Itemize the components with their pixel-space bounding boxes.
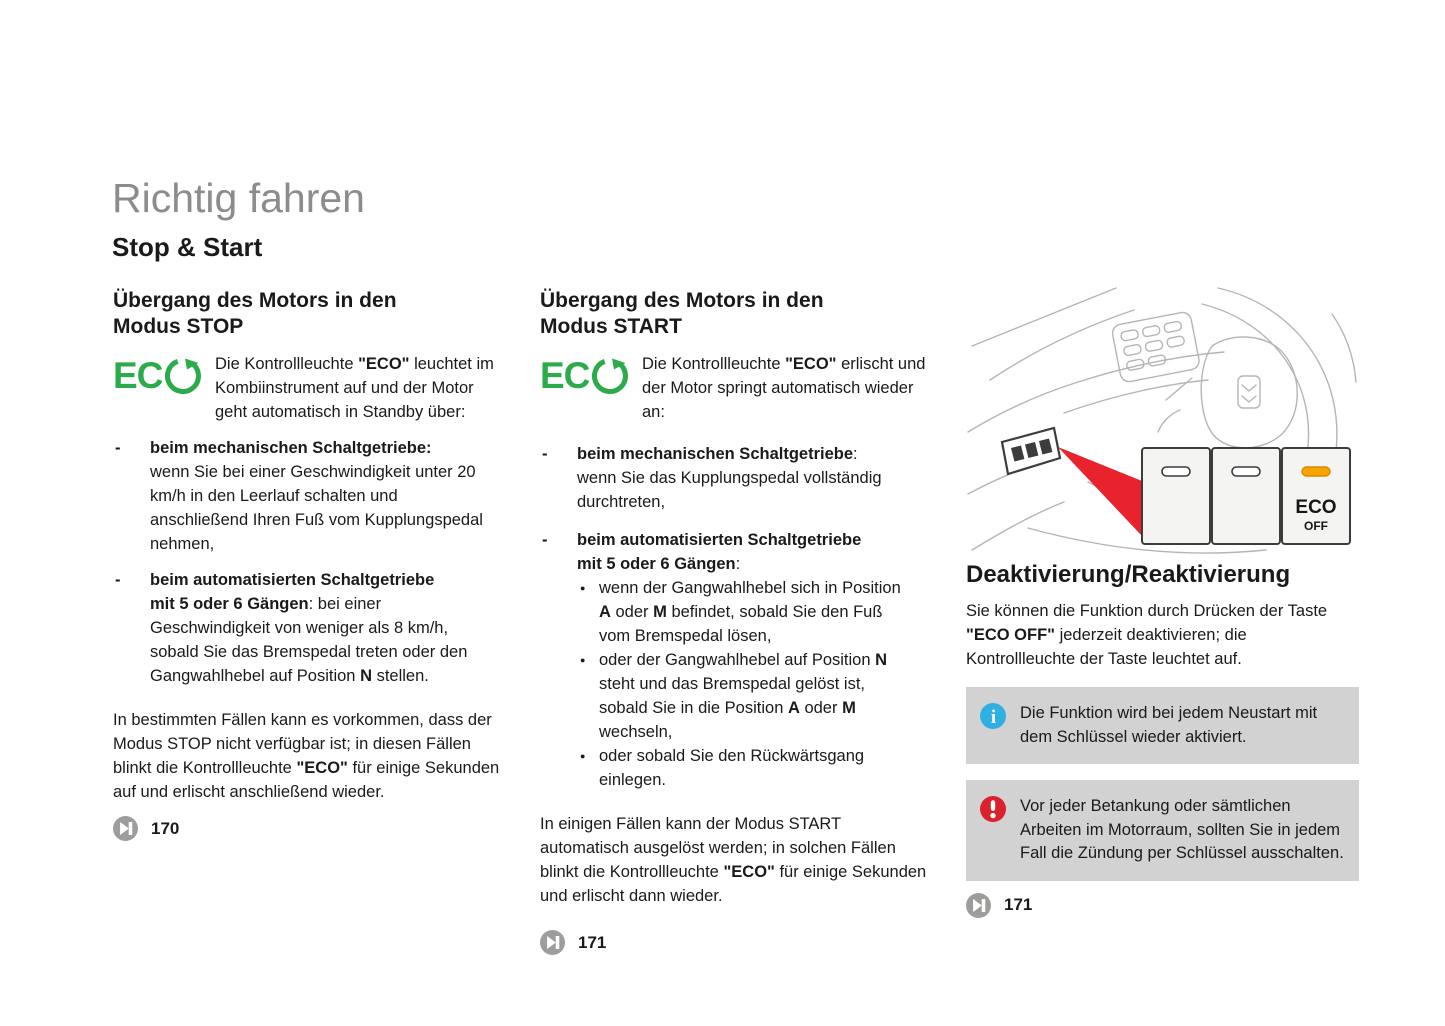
- list-item: [540, 528, 934, 792]
- bullet-marker: ●: [580, 655, 586, 665]
- list-item-text: beim mechanischen Schaltgetriebe: wenn Sie bei einer Geschwindigkeit unter 20 km/h in den Leerlauf schalten und anschließend Ihren Fuß vom Kupplungspedal nehmen,: [150, 439, 483, 553]
- page-ref-number: 171: [578, 932, 607, 952]
- deactivation-heading: Deaktivierung/Reaktivierung: [966, 561, 1291, 588]
- info-icon: [980, 703, 1006, 729]
- list-item-text: beim mechanischen Schaltgetriebe: wenn Sie das Kupplungspedal vollständig durchtreten,: [577, 445, 882, 511]
- bullet-item: [577, 576, 910, 648]
- list-item: [113, 436, 509, 556]
- page-ref-icon: [966, 893, 991, 918]
- section-heading-stop: [113, 288, 509, 340]
- heading-line: Übergang des Motors in den: [113, 289, 397, 312]
- page-reference: [540, 930, 934, 955]
- led-slot: [1232, 467, 1260, 476]
- bullet-item: [577, 648, 910, 744]
- dashboard-illustration: [966, 282, 1359, 554]
- bullet-marker: ●: [580, 751, 586, 761]
- heading-line: Übergang des Motors in den: [540, 289, 824, 312]
- info-box-text: Die Funktion wird bei jedem Neustart mit dem Schlüssel wieder aktiviert.: [1020, 704, 1318, 746]
- eco-off-button-sublabel: OFF: [1304, 519, 1328, 533]
- page-ref-number: 170: [151, 818, 180, 838]
- warning-box: [966, 780, 1359, 881]
- page-reference: [966, 893, 1359, 918]
- heading-line: Modus START: [540, 315, 682, 338]
- led-slot: [1162, 467, 1190, 476]
- warning-icon: [980, 796, 1006, 822]
- eco-off-button-label: ECO: [1295, 497, 1337, 518]
- deactivation-text: Sie können die Funktion durch Drücken der Taste "ECO OFF" jederzeit deaktivieren; die Kontrollleuchte der Taste leuchtet auf.: [966, 602, 1328, 668]
- page-reference: [113, 816, 509, 841]
- page-ref-icon: [113, 816, 138, 841]
- svg-text:EC: EC: [113, 355, 163, 396]
- dashboard-switch-cluster: [1002, 428, 1060, 474]
- callout-arrow: [1058, 447, 1142, 536]
- list-item-title: beim automatisierten Schaltgetriebe mit 5 oder 6 Gängen:: [577, 531, 862, 573]
- warning-box-text: Vor jeder Betankung oder sämtlichen Arbeiten im Motorraum, sollten Sie in jedem Fall die Zündung per Schlüssel ausschalten.: [1020, 797, 1344, 862]
- page-ref-number: 171: [1004, 895, 1033, 914]
- list-item-text: beim automatisierten Schaltgetriebe mit 5 oder 6 Gängen: bei einer Geschwindigkeit von weniger als 8 km/h, sobald Sie das Bremspedal treten oder den Gangwahlhebel auf Position N stellen.: [150, 571, 468, 685]
- blank-button: [1212, 448, 1280, 544]
- bullet-item: [577, 744, 910, 792]
- section-modus-start: [540, 288, 934, 955]
- bullet-item-text: wenn der Gangwahlhebel sich in Position A oder M befindet, sobald Sie den Fuß vom Bremspedal lösen,: [599, 579, 901, 645]
- dash-marker: -: [542, 531, 548, 549]
- start-note-text: In einigen Fällen kann der Modus START automatisch ausgelöst werden; in solchen Fällen blinkt die Kontrollleuchte "ECO" für einige Sekunden und erlischt dann wieder.: [540, 815, 927, 905]
- bullet-marker: ●: [580, 583, 586, 593]
- start-intro-text: Die Kontrollleuchte "ECO" erlischt und der Motor springt automatisch wieder an:: [642, 355, 926, 421]
- dash-marker: -: [542, 445, 548, 463]
- list-item-body: [577, 528, 910, 792]
- button-panel: [1142, 448, 1350, 544]
- dash-marker: -: [115, 571, 121, 589]
- bullet-item-text: oder der Gangwahlhebel auf Position N steht und das Bremspedal gelöst ist, sobald Sie in die Position A oder M wechseln,: [599, 651, 888, 741]
- heading-line: Modus STOP: [113, 315, 244, 338]
- svg-text:EC: EC: [540, 355, 590, 396]
- info-box: [966, 687, 1359, 764]
- section-modus-stop: [113, 288, 509, 841]
- eco-indicator-row: [540, 352, 934, 424]
- list-item: [113, 568, 509, 688]
- page-ref-icon: [540, 930, 565, 955]
- list-item: [540, 442, 934, 514]
- section-deactivation: [966, 282, 1359, 918]
- blank-button: [1142, 448, 1210, 544]
- led-slot-lit: [1302, 467, 1330, 476]
- svg-text:i: i: [990, 707, 997, 728]
- page-title: Richtig fahren: [112, 175, 365, 221]
- bullet-item-text: oder sobald Sie den Rückwärtsgang einlegen.: [599, 747, 865, 789]
- dash-marker: -: [115, 439, 121, 457]
- eco-indicator-icon: [540, 354, 628, 398]
- page-subtitle: Stop & Start: [112, 232, 263, 262]
- section-heading-start: [540, 288, 934, 340]
- eco-indicator-row: [113, 352, 509, 424]
- stop-note-text: In bestimmten Fällen kann es vorkommen, dass der Modus STOP nicht verfügbar ist; in diesen Fällen blinkt die Kontrollleuchte "ECO" für einige Sekunden auf und erlischt anschließend wieder.: [113, 711, 500, 801]
- eco-indicator-icon: [113, 354, 201, 398]
- stop-intro-text: Die Kontrollleuchte "ECO" leuchtet im Kombiinstrument auf und der Motor geht automatisch in Standby über:: [215, 355, 494, 421]
